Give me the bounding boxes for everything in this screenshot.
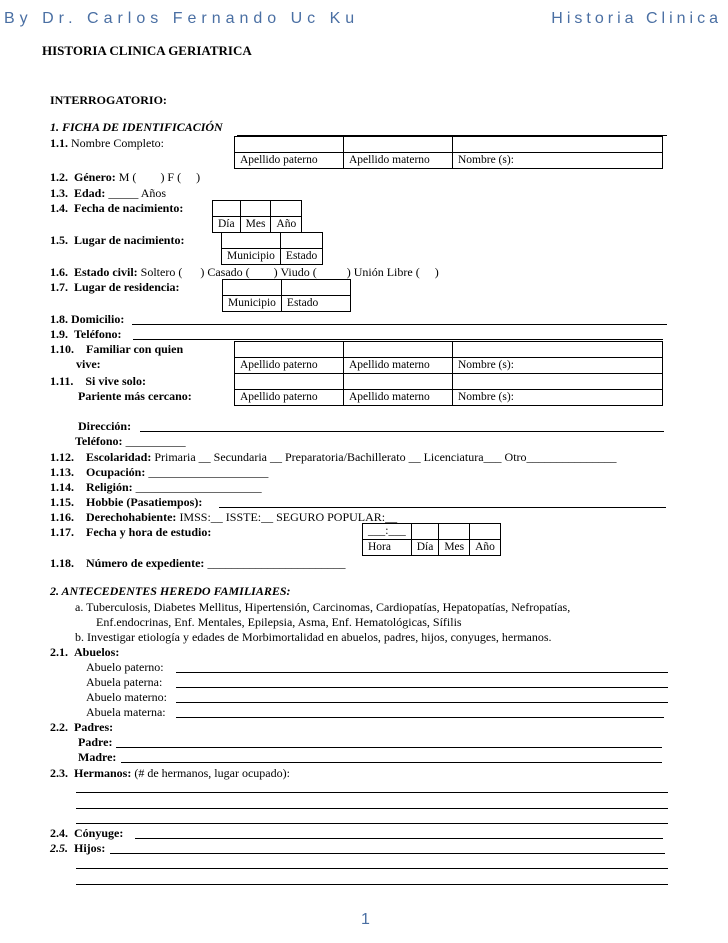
- abuelo-materno-field[interactable]: [176, 702, 668, 703]
- abuelo-materno-label: Abuelo materno:: [86, 690, 167, 704]
- familiar-table: [234, 341, 663, 374]
- residencia-estado-field[interactable]: [281, 280, 350, 296]
- nombre-row: 1.1. Nombre Completo:: [50, 136, 164, 150]
- hora-field[interactable]: ___:___: [363, 524, 412, 540]
- col-mes: Mes: [240, 217, 271, 233]
- expediente-row: 1.18. Número de expediente: _______________________: [50, 556, 346, 570]
- madre-field[interactable]: [121, 762, 662, 763]
- nombre-paterno-field[interactable]: [235, 137, 344, 153]
- hobbie-field[interactable]: [219, 507, 666, 508]
- abuela-materna-field[interactable]: [176, 717, 664, 718]
- familiar-row-2: vive:: [76, 357, 101, 371]
- pariente-label: Pariente más cercano:: [78, 389, 192, 403]
- col-municipio: Municipio: [222, 249, 281, 265]
- telefono-field[interactable]: [133, 339, 663, 340]
- col-apellido-paterno: Apellido paterno: [235, 153, 344, 169]
- conyuge-field[interactable]: [135, 838, 663, 839]
- antecedentes-title: 2. ANTECEDENTES HEREDO FAMILIARES:: [50, 584, 291, 598]
- telefono-row: 1.9. Teléfono:: [50, 327, 122, 341]
- col-apellido-materno: Apellido materno: [344, 153, 453, 169]
- domicilio-field[interactable]: [132, 324, 667, 325]
- section-interrogatorio: INTERROGATORIO:: [50, 93, 167, 107]
- domicilio-row: 1.8. Domicilio:: [50, 312, 125, 326]
- col-res-estado: Estado: [281, 296, 350, 312]
- col-nombre: Nombre (s):: [453, 153, 663, 169]
- telefono2-row: Teléfono: __________: [75, 434, 186, 448]
- pariente-table: [234, 373, 663, 406]
- familiar-materno-field[interactable]: [344, 342, 453, 358]
- hermanos-line-1[interactable]: [76, 792, 668, 793]
- residencia-table: [222, 279, 351, 312]
- fam-col-nombre: Nombre (s):: [453, 358, 663, 374]
- familiar-row: 1.10. Familiar con quien: [50, 342, 184, 356]
- par-col-nombre: Nombre (s):: [453, 390, 663, 406]
- nacimiento-row: 1.4. Fecha de nacimiento:: [50, 201, 184, 215]
- estado-civil-row: 1.6. Estado civil: Soltero ( ) Casado ( ) Viudo ( ) Unión Libre ( ): [50, 265, 439, 279]
- abuelo-paterno-field[interactable]: [176, 672, 668, 673]
- estudio-mes-field[interactable]: [439, 524, 470, 540]
- ocupacion-row: 1.13. Ocupación: ____________________: [50, 465, 269, 479]
- fam-col-paterno: Apellido paterno: [235, 358, 344, 374]
- residencia-municipio-field[interactable]: [223, 280, 282, 296]
- padres-row: 2.2. Padres:: [50, 720, 114, 734]
- ficha-title: 1. FICHA DE IDENTIFICACIÓN: [50, 120, 223, 134]
- genero-row: 1.2. Género: M ( ) F ( ): [50, 170, 201, 184]
- familiar-paterno-field[interactable]: [235, 342, 344, 358]
- direccion-field[interactable]: [140, 431, 664, 432]
- edad-row: 1.3. Edad: _____ Años: [50, 186, 167, 200]
- col-estado: Estado: [280, 249, 322, 265]
- pariente-paterno-field[interactable]: [235, 374, 344, 390]
- familiar-nombre-field[interactable]: [453, 342, 663, 358]
- hijos-line-3[interactable]: [76, 884, 668, 885]
- hermanos-row: 2.3. Hermanos: (# de hermanos, lugar ocupado):: [50, 766, 290, 780]
- lugar-nac-table: [221, 232, 323, 265]
- padre-label: Padre:: [78, 735, 113, 749]
- estudio-anio-field[interactable]: [470, 524, 501, 540]
- hijos-line-2[interactable]: [76, 868, 668, 869]
- col-dia: Día: [213, 217, 241, 233]
- conyuge-row: 2.4. Cónyuge:: [50, 826, 124, 840]
- nac-dia-field[interactable]: [213, 201, 241, 217]
- nombre-materno-field[interactable]: [344, 137, 453, 153]
- col-anio: Año: [271, 217, 302, 233]
- abuela-paterna-field[interactable]: [176, 687, 668, 688]
- fam-col-materno: Apellido materno: [344, 358, 453, 374]
- hijos-row: 2.5. Hijos:: [50, 841, 106, 855]
- lugar-nac-estado-field[interactable]: [280, 233, 322, 249]
- solo-row: 1.11. Si vive solo:: [50, 374, 147, 388]
- antecedentes-a2: Enf.endocrinas, Enf. Mentales, Epilepsia, Asma, Enf. Hematológicas, Sífilis: [96, 615, 462, 629]
- lugar-nac-municipio-field[interactable]: [222, 233, 281, 249]
- pariente-materno-field[interactable]: [344, 374, 453, 390]
- fecha-estudio-row: 1.17. Fecha y hora de estudio:: [50, 525, 212, 539]
- col-res-municipio: Municipio: [223, 296, 282, 312]
- nombre-nombre-field[interactable]: [453, 137, 663, 153]
- page-number: 1: [361, 911, 370, 928]
- madre-label: Madre:: [78, 750, 117, 764]
- col-est-dia: Día: [411, 540, 439, 556]
- hermanos-line-2[interactable]: [76, 808, 668, 809]
- abuela-paterna-label: Abuela paterna:: [86, 675, 163, 689]
- hermanos-line-3[interactable]: [76, 823, 668, 824]
- document-title: HISTORIA CLINICA GERIATRICA: [42, 43, 252, 58]
- nombre-table: [234, 136, 663, 169]
- antecedentes-b: b. Investigar etiología y edades de Morbimortalidad en abuelos, padres, hijos, conyuges, hermanos.: [75, 630, 552, 644]
- lugar-nacimiento-row: 1.5. Lugar de nacimiento:: [50, 233, 185, 247]
- hijos-field[interactable]: [110, 853, 665, 854]
- hobbie-row: 1.15. Hobbie (Pasatiempos):: [50, 495, 203, 509]
- escolaridad-row: 1.12. Escolaridad: Primaria __ Secundaria __ Preparatoria/Bachillerato __ Licenciatura___ Otro_______________: [50, 450, 617, 464]
- par-col-paterno: Apellido paterno: [235, 390, 344, 406]
- fecha-estudio-table: [362, 523, 501, 556]
- header-doc-name: Historia Clinica: [551, 10, 722, 27]
- nac-mes-field[interactable]: [240, 201, 271, 217]
- col-hora: Hora: [363, 540, 412, 556]
- antecedentes-a1: a. Tuberculosis, Diabetes Mellitus, Hipertensión, Carcinomas, Cardiopatías, Hepatopatías, Nefropatías,: [75, 600, 571, 614]
- abuelos-row: 2.1. Abuelos:: [50, 645, 120, 659]
- header-author: By Dr. Carlos Fernando Uc Ku: [4, 10, 360, 27]
- pariente-nombre-field[interactable]: [453, 374, 663, 390]
- abuelo-paterno-label: Abuelo paterno:: [86, 660, 164, 674]
- direccion-label: Dirección:: [78, 419, 132, 433]
- abuela-materna-label: Abuela materna:: [86, 705, 166, 719]
- nac-anio-field[interactable]: [271, 201, 302, 217]
- nacimiento-table: [212, 200, 302, 233]
- residencia-row: 1.7. Lugar de residencia:: [50, 280, 180, 294]
- religion-row: 1.14. Religión: _____________________: [50, 480, 262, 494]
- par-col-materno: Apellido materno: [344, 390, 453, 406]
- col-est-mes: Mes: [439, 540, 470, 556]
- padre-field[interactable]: [116, 747, 662, 748]
- derecho-row: 1.16. Derechohabiente: IMSS:__ ISSTE:__ SEGURO POPULAR:__: [50, 510, 398, 524]
- estudio-dia-field[interactable]: [411, 524, 439, 540]
- col-est-anio: Año: [470, 540, 501, 556]
